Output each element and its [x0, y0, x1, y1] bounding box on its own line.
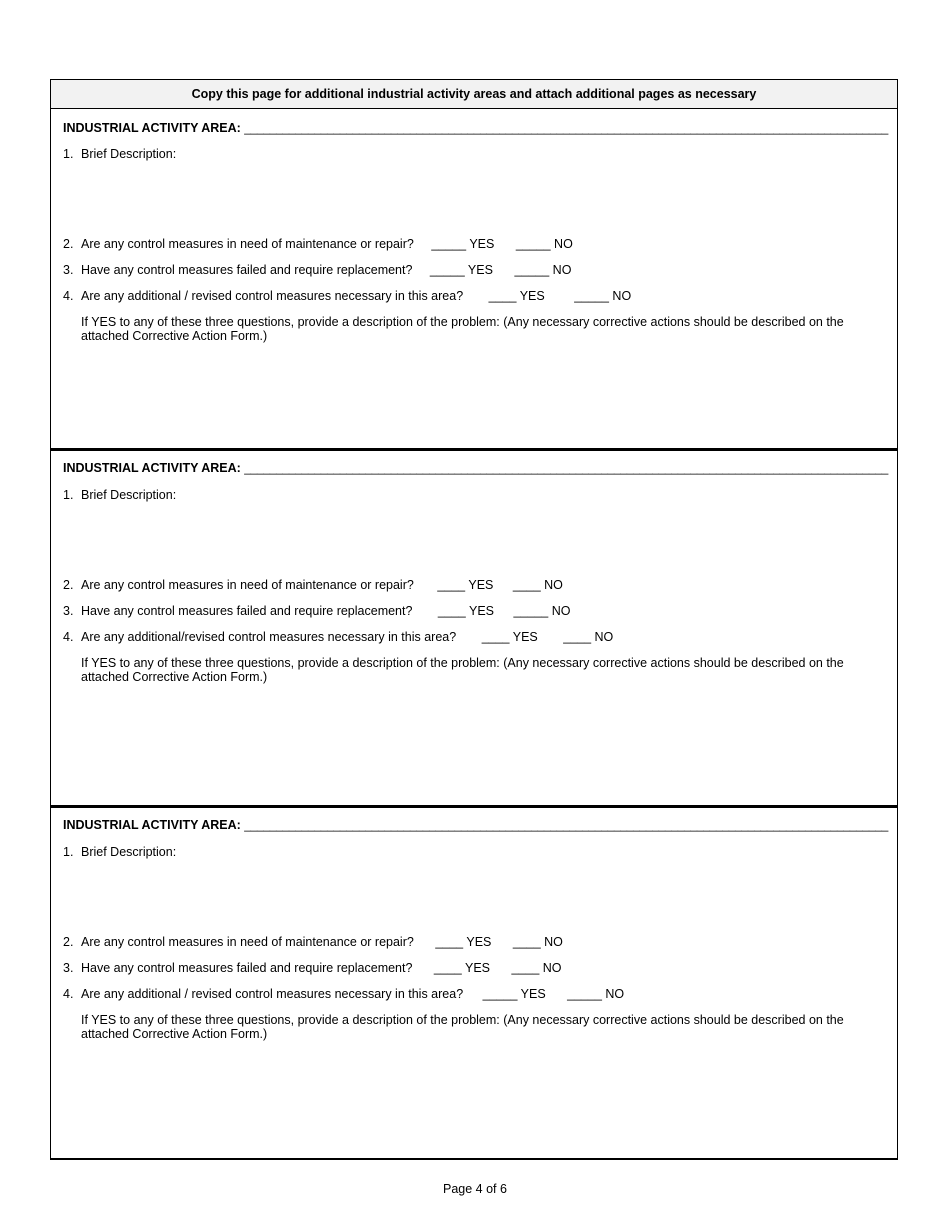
- page-number: Page 4 of 6: [443, 1182, 507, 1196]
- question-4-row: [63, 987, 624, 1001]
- question-number: 1.: [63, 147, 74, 161]
- q3-yes-field[interactable]: ____ YES: [437, 604, 494, 618]
- activity-area-section-1: [51, 109, 897, 451]
- q3-no-field[interactable]: _____ NO: [514, 263, 572, 277]
- q4-no-field[interactable]: _____ NO: [574, 289, 632, 303]
- question-number: 1.: [63, 488, 74, 502]
- activity-area-section-2: [51, 451, 897, 808]
- brief-description-row: [63, 147, 176, 161]
- question-2-row: [63, 935, 563, 949]
- brief-description-label: Brief Description:: [81, 147, 177, 161]
- brief-description-label: Brief Description:: [81, 845, 177, 859]
- q4-no-field[interactable]: ____ NO: [563, 630, 614, 644]
- area-name-field[interactable]: _____________________________________________________________________________________________________: [244, 121, 889, 135]
- question-number: 4.: [63, 630, 74, 644]
- question-2-text: Are any control measures in need of maintenance or repair?: [81, 578, 414, 592]
- question-number: 4.: [63, 987, 74, 1001]
- q3-no-field[interactable]: ____ NO: [511, 961, 562, 975]
- q4-yes-field[interactable]: ____ YES: [481, 630, 538, 644]
- inspection-form: [50, 79, 898, 1160]
- question-3-text: Have any control measures failed and require replacement?: [81, 961, 413, 975]
- q3-no-field[interactable]: _____ NO: [513, 604, 571, 618]
- question-3-text: Have any control measures failed and require replacement?: [81, 604, 413, 618]
- area-label: INDUSTRIAL ACTIVITY AREA:: [63, 121, 241, 135]
- question-3-row: [63, 604, 570, 618]
- question-number: 3.: [63, 961, 74, 975]
- question-4-row: [63, 289, 631, 303]
- area-name-field[interactable]: _____________________________________________________________________________________________________: [244, 461, 889, 475]
- q2-no-field[interactable]: ____ NO: [512, 935, 563, 949]
- question-3-text: Have any control measures failed and require replacement?: [81, 263, 413, 277]
- problem-description-note: If YES to any of these three questions, provide a description of the problem: (Any necessary corrective actions should be described on the attached Corrective Action Form.): [81, 656, 844, 684]
- problem-description-note: If YES to any of these three questions, provide a description of the problem: (Any necessary corrective actions should be described on the attached Corrective Action Form.): [81, 315, 844, 343]
- question-4-text: Are any additional / revised control measures necessary in this area?: [81, 987, 464, 1001]
- question-4-row: [63, 630, 613, 644]
- area-label: INDUSTRIAL ACTIVITY AREA:: [63, 461, 241, 475]
- q4-yes-field[interactable]: _____ YES: [482, 987, 546, 1001]
- area-name-row: [63, 461, 888, 475]
- area-name-row: [63, 818, 888, 832]
- question-2-row: [63, 578, 563, 592]
- question-number: 4.: [63, 289, 74, 303]
- q2-no-field[interactable]: _____ NO: [515, 237, 573, 251]
- q3-yes-field[interactable]: ____ YES: [433, 961, 490, 975]
- activity-area-section-3: [51, 808, 897, 1158]
- brief-description-label: Brief Description:: [81, 488, 177, 502]
- form-header: Copy this page for additional industrial activity areas and attach additional pages as necessary: [51, 80, 897, 109]
- question-3-row: [63, 263, 571, 277]
- question-number: 3.: [63, 263, 74, 277]
- question-2-text: Are any control measures in need of maintenance or repair?: [81, 237, 414, 251]
- question-4-text: Are any additional/revised control measures necessary in this area?: [81, 630, 457, 644]
- brief-description-row: [63, 845, 176, 859]
- q2-yes-field[interactable]: _____ YES: [431, 237, 495, 251]
- q4-yes-field[interactable]: ____ YES: [488, 289, 545, 303]
- q3-yes-field[interactable]: _____ YES: [429, 263, 493, 277]
- q2-yes-field[interactable]: ____ YES: [437, 578, 494, 592]
- question-2-row: [63, 237, 573, 251]
- question-4-text: Are any additional / revised control measures necessary in this area?: [81, 289, 464, 303]
- question-number: 1.: [63, 845, 74, 859]
- area-label: INDUSTRIAL ACTIVITY AREA:: [63, 818, 241, 832]
- area-name-row: [63, 121, 888, 135]
- question-number: 2.: [63, 578, 74, 592]
- brief-description-row: [63, 488, 176, 502]
- question-2-text: Are any control measures in need of maintenance or repair?: [81, 935, 414, 949]
- area-name-field[interactable]: _____________________________________________________________________________________________________: [244, 818, 889, 832]
- q2-no-field[interactable]: ____ NO: [512, 578, 563, 592]
- question-3-row: [63, 961, 562, 975]
- question-number: 2.: [63, 237, 74, 251]
- question-number: 3.: [63, 604, 74, 618]
- question-number: 2.: [63, 935, 74, 949]
- problem-description-note: If YES to any of these three questions, provide a description of the problem: (Any necessary corrective actions should be described on the attached Corrective Action Form.): [81, 1013, 844, 1041]
- q4-no-field[interactable]: _____ NO: [567, 987, 625, 1001]
- q2-yes-field[interactable]: ____ YES: [435, 935, 492, 949]
